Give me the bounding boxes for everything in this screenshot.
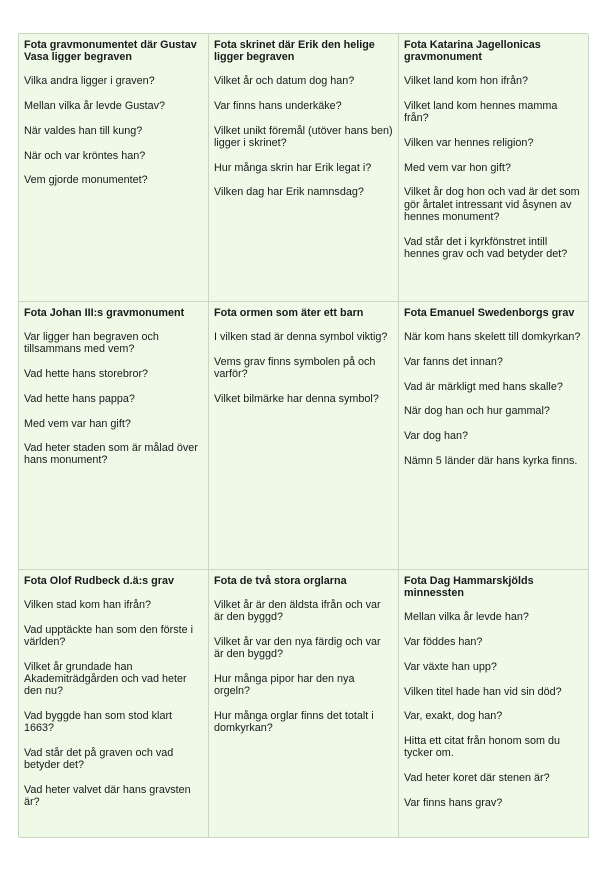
question: När och var kröntes han? [24, 149, 146, 162]
question: Vilka andra ligger i graven? [24, 75, 155, 88]
card-gustav-vasa [19, 34, 209, 302]
question: Vilket land kom hon ifrån? [404, 75, 529, 88]
card-ormen [209, 302, 399, 570]
question: Vilken var hennes religion? [404, 137, 534, 150]
question: Var ligger han begraven och tillsammans med vem? [24, 331, 159, 356]
question: Vilket år är den äldsta ifrån och var är den byggd? [214, 599, 381, 624]
question: Var dog han? [404, 430, 469, 443]
question: Vem gjorde monumentet? [24, 174, 148, 187]
card-title: Fota gravmonumentet där Gustav Vasa ligger begraven [24, 39, 197, 64]
question: Hur många orglar finns det totalt i domkyrkan? [214, 709, 374, 735]
question: Vad står det i kyrkfönstret intill hennes grav och vad betyder det? [404, 235, 568, 260]
question: Mellan vilka år levde han? [404, 611, 529, 624]
question: Nämn 5 länder där hans kyrka finns. [404, 454, 578, 467]
card-emanuel-swedenborg [399, 302, 589, 570]
question: Var växte han upp? [404, 660, 497, 673]
question: Vad heter valvet där hans gravsten är? [24, 783, 191, 808]
question: Mellan vilka år levde Gustav? [24, 100, 166, 113]
card-title: Fota de två stora orglarna [214, 575, 347, 587]
card-johan-iii [19, 302, 209, 570]
card-title: Fota ormen som äter ett barn [214, 307, 364, 319]
question: Vilken dag har Erik namnsdag? [214, 186, 364, 199]
question: Vad hette hans pappa? [24, 392, 135, 405]
card-katarina-jagellonica [399, 34, 589, 302]
card-title: Fota Dag Hammarskjölds minnessten [404, 575, 534, 600]
card-title: Fota Emanuel Swedenborgs grav [404, 307, 575, 319]
question: Vilket bilmärke har denna symbol? [214, 392, 379, 405]
question: När dog han och hur gammal? [404, 405, 550, 418]
question: Vad är märkligt med hans skalle? [404, 380, 563, 393]
question: Vad står det på graven och vad betyder det? [24, 746, 174, 772]
question: Vilket år var den nya färdig och var är den byggd? [214, 636, 381, 661]
question: Vilket år dog hon och vad är det som gör årtalet intressant vid åsynen av hennes monument? [404, 186, 580, 223]
card-erik-den-helige [209, 34, 399, 302]
question: Hitta ett citat från honom som du tycker om. [404, 734, 561, 760]
card-title: Fota Johan III:s gravmonument [24, 307, 185, 319]
question: Vad heter staden som är målad över hans monument? [24, 442, 198, 467]
question: Vad hette hans storebror? [24, 368, 149, 381]
question: Var fanns det innan? [404, 355, 503, 368]
question: Vad heter koret där stenen är? [404, 771, 550, 784]
card-dag-hammarskjold [399, 570, 589, 838]
question: Var finns hans grav? [404, 796, 503, 809]
question: Hur många skrin har Erik legat i? [214, 161, 372, 174]
card-title: Fota skrinet där Erik den helige ligger begraven [214, 39, 375, 64]
question: Vems grav finns symbolen på och varför? [214, 355, 376, 381]
question: Vad upptäckte han som den förste i världen? [24, 623, 194, 649]
question: Vilken titel hade han vid sin död? [404, 685, 562, 698]
question: Vilket år och datum dog han? [214, 75, 355, 88]
question-card-grid [18, 33, 588, 837]
card-title: Fota Olof Rudbeck d.ä:s grav [24, 575, 174, 587]
question: Hur många pipor har den nya orgeln? [214, 673, 355, 698]
question: I vilken stad är denna symbol viktig? [214, 331, 388, 344]
question: Vilken stad kom han ifrån? [24, 599, 152, 612]
card-olof-rudbeck [19, 570, 209, 838]
question: När kom hans skelett till domkyrkan? [404, 331, 581, 344]
question: Vad byggde han som stod klart 1663? [24, 709, 173, 735]
question: Med vem var hon gift? [404, 161, 511, 174]
question: Vilket år grundade han Akademiträdgården och vad heter den nu? [24, 660, 187, 698]
card-title: Fota Katarina Jagellonicas gravmonument [404, 39, 541, 64]
question: Vilket unikt föremål (utöver hans ben) ligger i skrinet? [214, 124, 393, 150]
question: Var, exakt, dog han? [404, 710, 503, 723]
question: Var finns hans underkäke? [214, 100, 342, 113]
question: Med vem var han gift? [24, 417, 131, 430]
question: Vilket land kom hennes mamma från? [404, 100, 558, 125]
question: Var föddes han? [404, 636, 483, 649]
question: När valdes han till kung? [24, 124, 143, 137]
card-orglarna [209, 570, 399, 838]
